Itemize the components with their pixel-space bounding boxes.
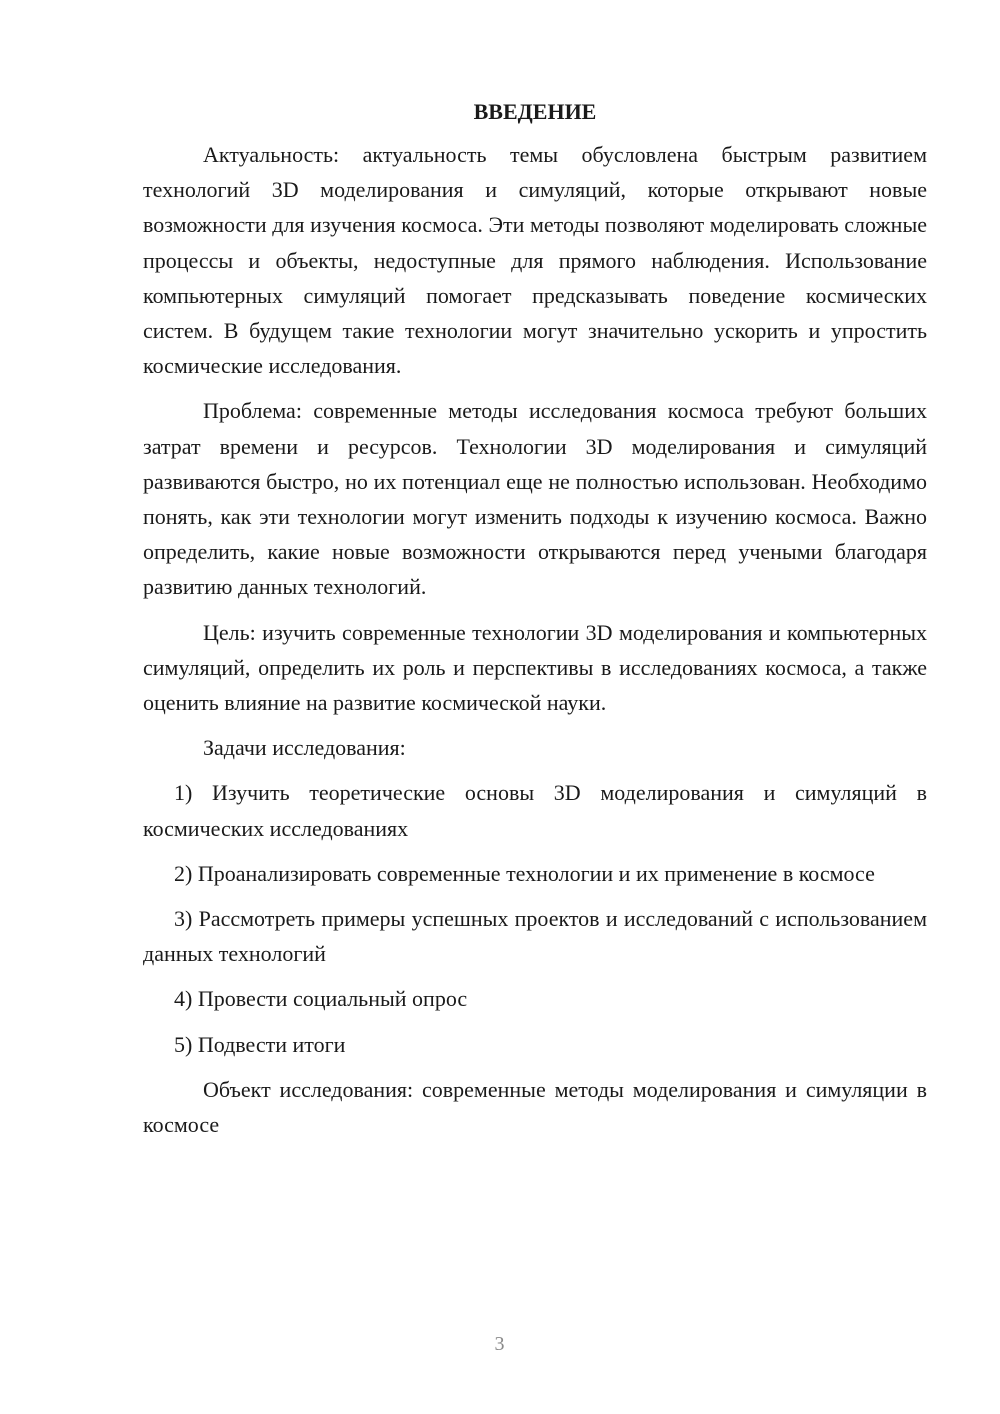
task-item-5: 5) Подвести итоги — [174, 1031, 346, 1057]
task-item-4: 4) Провести социальный опрос — [174, 986, 468, 1012]
section-title: ВВЕДЕНИЕ — [473, 99, 597, 124]
problem-paragraph: Проблема: современные методы исследования космоса требуют больших затрат времени и ресурсов. Технологии 3D моделирования и симуляций развиваются быстро, но их потенциал еще не полностью использован. Необходимо понять, как эти технологии могут изменить подходы к изучению космоса. Важно определить, какие новые возможности открываются перед учеными благодаря развитию данных технологий. — [143, 398, 927, 600]
page-number: 3 — [494, 1333, 506, 1355]
document-page — [143, 96, 927, 1152]
relevance-paragraph: Актуальность: актуальность темы обусловлена быстрым развитием технологий 3D моделирования и симуляций, которые открывают новые возможности для изучения космоса. Эти методы позволяют моделировать сложные процессы и объекты, недоступные для прямого наблюдения. Использование компьютерных симуляций помогает предсказывать поведение космических систем. В будущем такие технологии могут значительно ускорить и упростить космические исследования. — [143, 142, 927, 379]
task-item-2: 2) Проанализировать современные технологии и их применение в космосе — [174, 860, 875, 886]
task-item-1: 1) Изучить теоретические основы 3D моделирования и симуляций в космических исследованиях — [143, 780, 927, 841]
tasks-heading: Задачи исследования: — [203, 735, 406, 761]
task-item-3: 3) Рассмотреть примеры успешных проектов и исследований с использованием данных технологий — [143, 906, 927, 967]
object-paragraph: Объект исследования: современные методы моделирования и симуляции в космосе — [143, 1076, 927, 1138]
goal-paragraph: Цель: изучить современные технологии 3D моделирования и компьютерных симуляций, определить их роль и перспективы в исследованиях космоса, а также оценить влияние на развитие космической науки. — [143, 619, 927, 716]
